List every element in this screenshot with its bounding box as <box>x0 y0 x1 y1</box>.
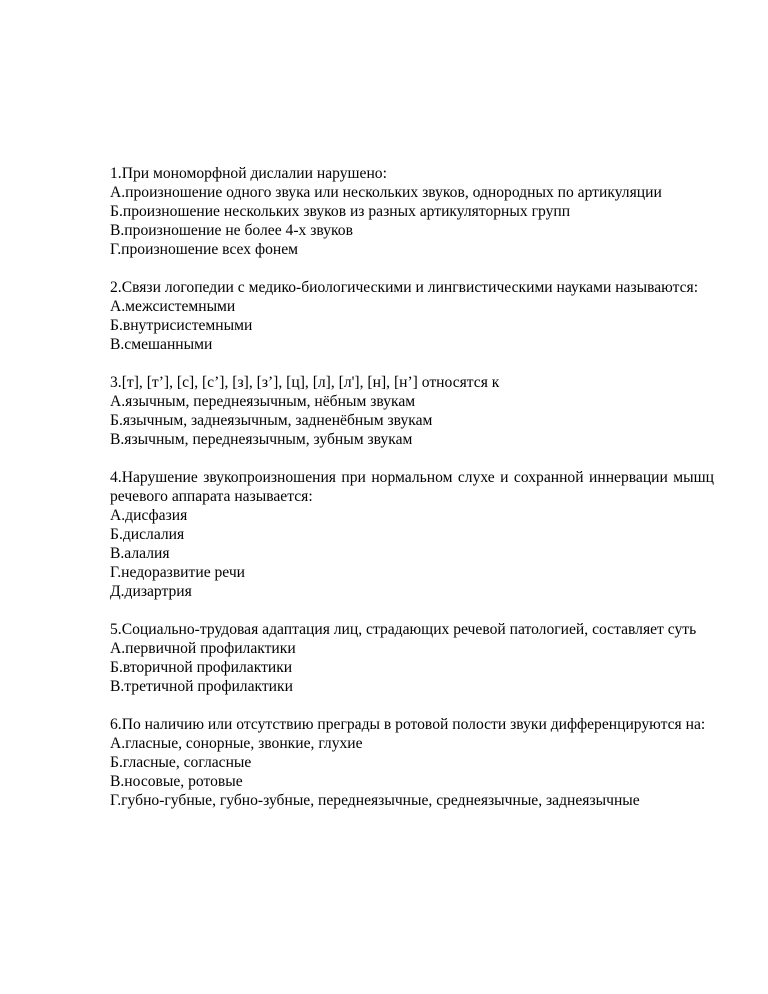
answer-option: Б.произношение нескольких звуков из разных артикуляторных групп <box>110 203 571 220</box>
answer-option: А.дисфазия <box>110 507 188 524</box>
question-text: 3.[т], [т’], [с], [с’], [з], [з’], [ц], [л], [л'], [н], [н’] относятся к <box>110 374 500 391</box>
answer-option: Б.гласные, согласные <box>110 754 252 771</box>
answer-option: В.носовые, ротовые <box>110 773 243 790</box>
question-5 <box>110 620 714 696</box>
answer-option: Д.дизартрия <box>110 583 192 600</box>
answer-option: В.третичной профилактики <box>110 678 293 695</box>
answer-option: А.первичной профилактики <box>110 640 296 657</box>
question-text: 6.По наличию или отсутствию преграды в ротовой полости звуки дифференцируются на: <box>110 716 706 733</box>
answer-option: Б.дислалия <box>110 526 185 543</box>
answer-option: Б.внутрисистемными <box>110 317 253 334</box>
document-page <box>110 164 714 829</box>
question-text: 2.Связи логопедии с медико-биологическими и лингвистическими науками называются: <box>110 279 699 296</box>
question-3 <box>110 373 714 449</box>
question-text: 5.Социально-трудовая адаптация лиц, страдающих речевой патологией, составляет суть <box>110 621 697 638</box>
answer-option: А.произношение одного звука или нескольких звуков, однородных по артикуляции <box>110 184 662 201</box>
question-2 <box>110 278 714 354</box>
answer-option: В.смешанными <box>110 336 213 353</box>
answer-option: Б.вторичной профилактики <box>110 659 293 676</box>
answer-option: А.язычным, переднеязычным, нёбным звукам <box>110 393 416 410</box>
question-4 <box>110 468 714 601</box>
answer-option: Г.произношение всех фонем <box>110 241 299 258</box>
question-text: 4.Нарушение звукопроизношения при нормальном слухе и сохранной иннервации мышц речевого аппарата называется: <box>110 469 714 505</box>
question-6 <box>110 715 714 810</box>
answer-option: А.гласные, сонорные, звонкие, глухие <box>110 735 363 752</box>
answer-option: В.произношение не более 4-х звуков <box>110 222 353 239</box>
answer-option: В.алалия <box>110 545 170 562</box>
answer-option: Г.недоразвитие речи <box>110 564 246 581</box>
question-text: 1.При мономорфной дислалии нарушено: <box>110 165 387 182</box>
answer-option: В.язычным, переднеязычным, зубным звукам <box>110 431 413 448</box>
answer-option: А.межсистемными <box>110 298 236 315</box>
answer-option: Б.язычным, заднеязычным, задненёбным звукам <box>110 412 433 429</box>
answer-option: Г.губно-губные, губно-зубные, переднеязычные, среднеязычные, заднеязычные <box>110 792 640 809</box>
question-1 <box>110 164 714 259</box>
